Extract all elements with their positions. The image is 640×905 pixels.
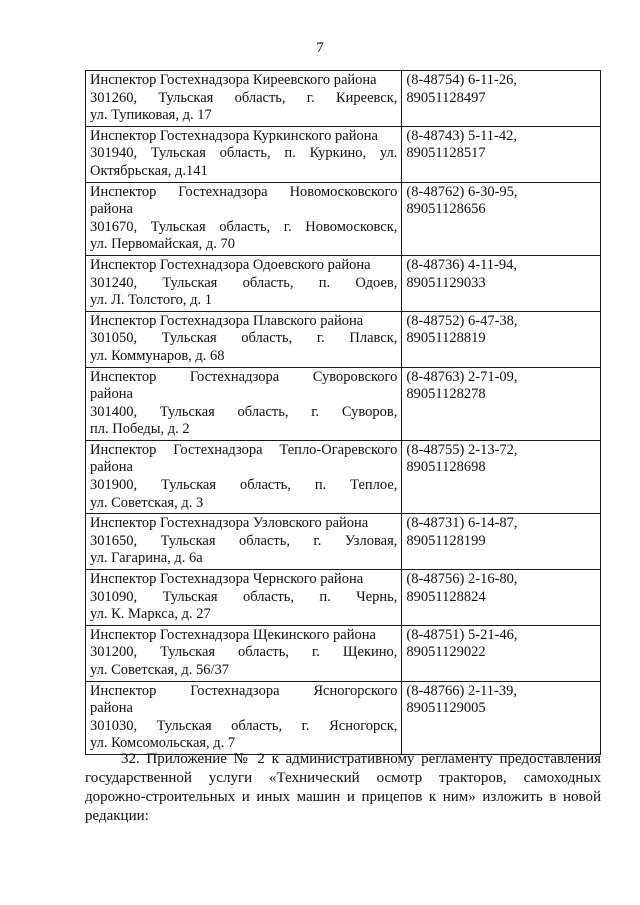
inspector-name-line: Инспектор Гостехнадзора Узловского района	[90, 515, 369, 532]
inspector-name-line: Инспектор Гостехнадзора Тепло-Огаревского	[90, 441, 398, 458]
contacts-table-body	[86, 71, 601, 755]
inspector-contacts-table	[85, 70, 601, 755]
phone-number: 89051129033	[406, 274, 486, 291]
inspector-name-line: Инспектор Гостехнадзора Куркинского района	[90, 127, 378, 144]
inspector-phone-cell	[402, 311, 601, 367]
paragraph-line: редакции:	[85, 808, 149, 824]
inspector-address-line: Октябрьская, д.141	[90, 162, 208, 179]
paragraph-line: дорожно-строительных и иных машин и прицепов к ним» изложить в новой	[85, 789, 601, 805]
inspector-name-line: района	[90, 201, 133, 218]
phone-number: (8-48754) 6-11-26,	[406, 72, 517, 88]
phone-number: (8-48731) 6-14-87,	[406, 515, 518, 532]
inspector-address-cell	[86, 182, 402, 255]
inspector-phone-cell	[402, 126, 601, 182]
phone-number: (8-48743) 5-11-42,	[406, 127, 517, 144]
inspector-name-line: района	[90, 700, 133, 717]
inspector-address-line: 301050, Тульская область, г. Плавск,	[90, 330, 398, 347]
inspector-name-line: Инспектор Гостехнадзора Одоевского района	[90, 256, 371, 273]
phone-number: (8-48756) 2-16-80,	[406, 571, 518, 588]
inspector-phone-cell	[402, 440, 601, 513]
inspector-address-line: 301200, Тульская область, г. Щекино,	[90, 644, 398, 661]
inspector-name-line: района	[90, 459, 133, 476]
amendment-paragraph	[85, 750, 601, 826]
phone-number: (8-48736) 4-11-94,	[406, 256, 517, 273]
inspector-address-cell	[86, 255, 402, 311]
table-row	[86, 71, 601, 127]
table-row	[86, 625, 601, 681]
phone-number: 89051128497	[406, 89, 486, 106]
inspector-address-cell	[86, 570, 402, 626]
inspector-address-line: 301030, Тульская область, г. Ясногорск,	[90, 717, 398, 734]
inspector-address-line: ул. Тупиковая, д. 17	[90, 107, 212, 124]
page-number: 7	[316, 40, 324, 56]
inspector-address-line: 301400, Тульская область, г. Суворов,	[90, 403, 398, 420]
phone-number: 89051128698	[406, 459, 486, 476]
inspector-phone-cell	[402, 367, 601, 440]
inspector-address-line: ул. Советская, д. 56/37	[90, 662, 230, 678]
inspector-address-line: ул. Гагарина, д. 6а	[90, 550, 203, 567]
phone-number: 89051128278	[406, 386, 486, 403]
inspector-address-cell	[86, 126, 402, 182]
inspector-name-line: Инспектор Гостехнадзора Новомосковского	[90, 183, 398, 200]
table-row	[86, 255, 601, 311]
inspector-phone-cell	[402, 182, 601, 255]
table-row	[86, 681, 601, 754]
inspector-address-cell	[86, 71, 402, 127]
inspector-address-line: ул. К. Маркса, д. 27	[90, 606, 211, 623]
phone-number: (8-48766) 2-11-39,	[406, 682, 517, 699]
inspector-name-line: Инспектор Гостехнадзора Суворовского	[90, 368, 398, 385]
inspector-address-cell	[86, 311, 402, 367]
inspector-phone-cell	[402, 71, 601, 127]
paragraph-line: 32. Приложение № 2 к административному регламенту предоставления	[121, 751, 601, 767]
inspector-address-line: ул. Комсомольская, д. 7	[90, 735, 236, 752]
inspector-phone-cell	[402, 570, 601, 626]
phone-number: (8-48752) 6-47-38,	[406, 312, 518, 329]
phone-number: (8-48763) 2-71-09,	[406, 368, 518, 385]
inspector-name-line: Инспектор Гостехнадзора Ясногорского	[90, 682, 398, 699]
inspector-address-cell	[86, 681, 402, 754]
inspector-address-line: ул. Первомайская, д. 70	[90, 236, 235, 253]
phone-number: 89051129005	[406, 700, 486, 717]
inspector-address-line: 301900, Тульская область, п. Теплое,	[90, 477, 398, 494]
inspector-name-line: Инспектор Гостехнадзора Чернского района	[90, 571, 364, 588]
inspector-address-line: 301670, Тульская область, г. Новомосковск,	[90, 218, 398, 235]
inspector-address-cell	[86, 367, 402, 440]
inspector-name-line: Инспектор Гостехнадзора Киреевского района	[90, 72, 377, 88]
table-row	[86, 311, 601, 367]
table-row	[86, 514, 601, 570]
inspector-address-line: 301940, Тульская область, п. Куркино, ул.	[90, 145, 398, 162]
inspector-address-line: 301090, Тульская область, п. Чернь,	[90, 588, 398, 605]
inspector-address-line: пл. Победы, д. 2	[90, 421, 190, 438]
inspector-address-line: ул. Коммунаров, д. 68	[90, 347, 225, 364]
inspector-address-line: ул. Л. Толстого, д. 1	[90, 292, 213, 309]
phone-number: (8-48751) 5-21-46,	[406, 626, 518, 643]
inspector-name-line: района	[90, 386, 133, 403]
inspector-address-line: ул. Советская, д. 3	[90, 494, 204, 511]
phone-number: 89051128199	[406, 532, 486, 549]
inspector-phone-cell	[402, 255, 601, 311]
phone-number: 89051128824	[406, 588, 486, 605]
table-row	[86, 440, 601, 513]
inspector-phone-cell	[402, 625, 601, 681]
inspector-address-cell	[86, 440, 402, 513]
phone-number: 89051128517	[406, 145, 486, 162]
inspector-address-cell	[86, 514, 402, 570]
table-row	[86, 126, 601, 182]
table-row	[86, 182, 601, 255]
paragraph-line: государственной услуги «Технический осмотр тракторов, самоходных	[85, 770, 601, 786]
phone-number: 89051129022	[406, 644, 486, 661]
inspector-address-line: 301240, Тульская область, п. Одоев,	[90, 274, 398, 291]
inspector-address-cell	[86, 625, 402, 681]
inspector-name-line: Инспектор Гостехнадзора Щекинского района	[90, 626, 376, 643]
phone-number: 89051128656	[406, 201, 486, 218]
table-row	[86, 367, 601, 440]
phone-number: (8-48755) 2-13-72,	[406, 441, 518, 458]
inspector-phone-cell	[402, 514, 601, 570]
inspector-address-line: 301650, Тульская область, г. Узловая,	[90, 532, 398, 549]
inspector-name-line: Инспектор Гостехнадзора Плавского района	[90, 312, 364, 329]
phone-number: (8-48762) 6-30-95,	[406, 183, 518, 200]
table-row	[86, 570, 601, 626]
inspector-phone-cell	[402, 681, 601, 754]
inspector-address-line: 301260, Тульская область, г. Киреевск,	[90, 89, 398, 106]
phone-number: 89051128819	[406, 330, 486, 347]
